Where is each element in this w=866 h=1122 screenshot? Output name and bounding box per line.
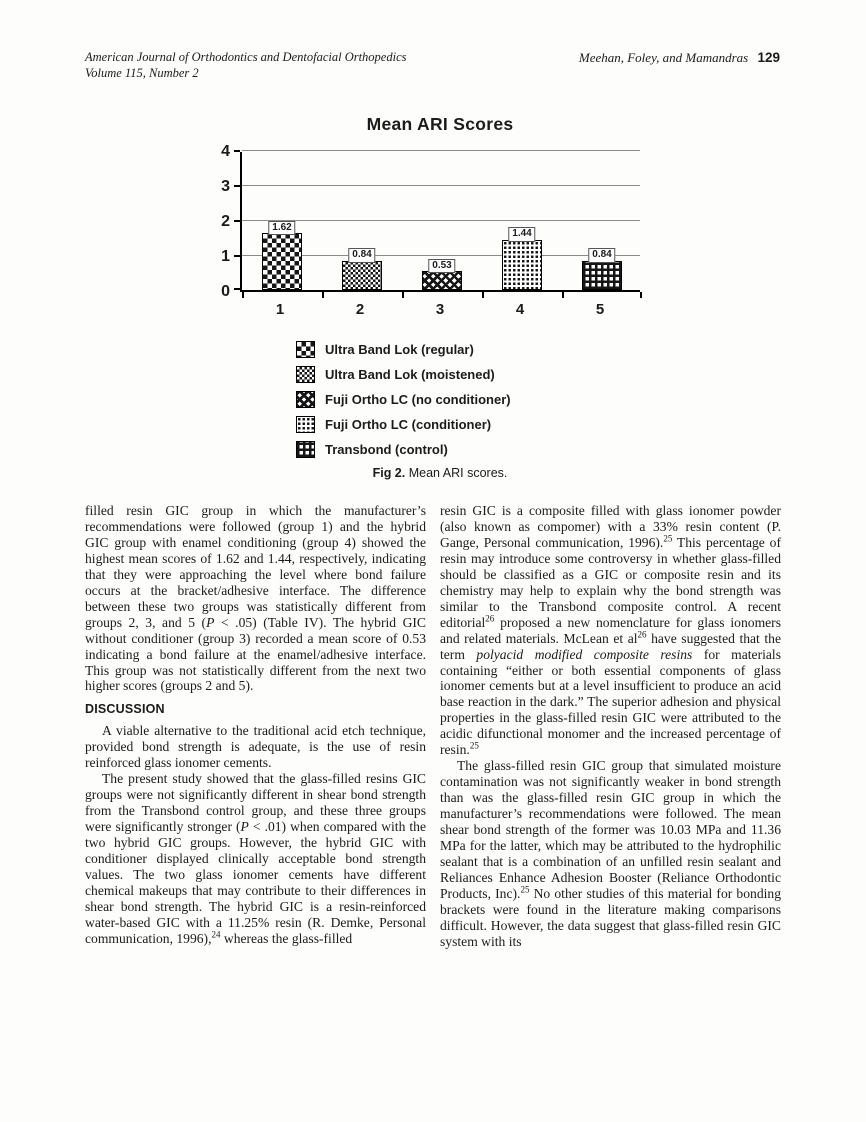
left-column bbox=[85, 503, 426, 950]
journal-header-left bbox=[85, 50, 407, 81]
legend-row bbox=[296, 390, 511, 409]
body-columns bbox=[85, 503, 781, 950]
x-tick-label: 4 bbox=[515, 301, 525, 318]
y-axis-labels bbox=[202, 143, 230, 300]
axis-tick bbox=[640, 292, 642, 298]
legend-label: Ultra Band Lok (regular) bbox=[325, 342, 474, 357]
y-tick-label: 2 bbox=[221, 213, 230, 230]
bar bbox=[422, 271, 462, 290]
legend-swatch bbox=[296, 416, 315, 433]
bar-value-label: 1.44 bbox=[508, 227, 535, 242]
bar-value-label: 0.53 bbox=[428, 259, 455, 274]
paragraph: A viable alternative to the traditional acid etch technique, provided bond strength is adequate, is the use of resin reinforced glass ionomer cements. bbox=[85, 723, 426, 771]
legend-label: Ultra Band Lok (moistened) bbox=[325, 367, 495, 382]
axis-tick bbox=[234, 150, 240, 152]
journal-header-right bbox=[579, 50, 780, 66]
bar bbox=[582, 261, 622, 290]
legend-row bbox=[296, 440, 511, 459]
chart-legend bbox=[296, 340, 511, 465]
figure-caption-label: Fig 2. bbox=[372, 466, 406, 480]
chart-plot bbox=[240, 152, 640, 292]
x-axis-labels bbox=[240, 301, 640, 321]
x-tick-label: 2 bbox=[355, 301, 365, 318]
bar-value-label: 1.62 bbox=[268, 221, 295, 236]
axis-tick bbox=[234, 220, 240, 222]
bar bbox=[262, 233, 302, 290]
x-tick-label: 5 bbox=[595, 301, 605, 318]
y-tick-label: 0 bbox=[221, 283, 230, 300]
legend-label: Fuji Ortho LC (no conditioner) bbox=[325, 392, 511, 407]
legend-row bbox=[296, 365, 511, 384]
legend-row bbox=[296, 340, 511, 359]
axis-tick bbox=[234, 255, 240, 257]
bar bbox=[502, 240, 542, 290]
axis-tick bbox=[322, 292, 324, 298]
legend-swatch bbox=[296, 391, 315, 408]
legend-label: Fuji Ortho LC (conditioner) bbox=[325, 417, 492, 432]
axis-tick bbox=[482, 292, 484, 298]
x-tick-label: 1 bbox=[275, 301, 285, 318]
gridline bbox=[242, 220, 640, 221]
journal-title: American Journal of Orthodontics and Dentofacial Orthopedics bbox=[85, 50, 407, 64]
paragraph: filled resin GIC group in which the manufacturer’s recommendations were followed (group 1) and the hybrid GIC group with enamel conditioning (group 4) showed the highest mean scores of 1.62 and 1.44, respectively, indicating that they were approaching the level where bond failure occurs at the bracket/adhesive interface. The difference between these two groups was statistically different from groups 2, 3, and 5 (P < .05) (Table IV). The hybrid GIC without conditioner (group 3) recorded a mean score of 0.53 indicating a bond failure at the enamel/adhesive interface. This group was not statistically different from the next two higher scores (groups 2 and 5). bbox=[85, 503, 427, 694]
y-tick-label: 1 bbox=[221, 248, 230, 265]
running-authors: Meehan, Foley, and Mamandras bbox=[578, 50, 749, 65]
page-number: 129 bbox=[757, 50, 780, 65]
paragraph: resin GIC is a composite filled with glass ionomer powder (also known as compomer) with a 33% resin content (P. Gange, Personal communication, 1996).$^{25}$ This percentage of resin may introduce some controversy in whether glass-filled should be classified as a GIC or composite resin and its chemistry may help to explain why the bond strength was similar to the Transbond composite control. A recent editorial$^{26}$ proposed a new nomenclature for glass ionomers and related materials. McLean et $al^{26}$ have suggested that the term polyacid modified composite resins for materials containing “either or both essential components of glass ionomer cements but at a level insufficient to produce an acid base reaction in the dark.” The superior adhesion and physical properties in the glass-filled resin GIC were attributed to the acidic difunctional monomer and the increased percentage of resin.$^{25}$ bbox=[440, 503, 781, 758]
axis-tick bbox=[234, 288, 240, 290]
legend-swatch bbox=[296, 441, 315, 458]
axis-tick bbox=[242, 292, 244, 298]
figure-caption-text: Mean ARI scores. bbox=[408, 466, 508, 480]
gridline bbox=[242, 185, 640, 186]
x-tick-label: 3 bbox=[435, 301, 445, 318]
right-column bbox=[440, 503, 781, 950]
legend-swatch bbox=[296, 366, 315, 383]
bar-value-label: 0.84 bbox=[348, 248, 375, 263]
legend-swatch bbox=[296, 341, 315, 358]
y-tick-label: 4 bbox=[221, 143, 230, 160]
chart-title: Mean ARI Scores bbox=[366, 114, 514, 134]
y-tick-label: 3 bbox=[221, 178, 230, 195]
figure-caption bbox=[240, 466, 640, 480]
legend-label: Transbond (control) bbox=[325, 442, 448, 457]
paragraph: The glass-filled resin GIC group that simulated moisture contamination was not significantly weaker in bond strength than was the glass-filled resin GIC group in which the manufacturer’s recommendations were followed. The mean shear bond strength of the former was 10.03 MPa and 11.36 MPa for the latter, which may be attributed to the hydrophilic sealant that is a combination of an unfilled resin sealant and Reliances Enhance Adhesion Booster (Reliance Orthodontic Products, Inc).$^{25}$ No other studies of this material for bonding brackets were found in the literature making comparisons difficult. However, the data suggest that glass-filled resin GIC system with its bbox=[440, 758, 781, 949]
bar-value-label: 0.84 bbox=[588, 248, 615, 263]
discussion-heading: DISCUSSION bbox=[85, 702, 165, 717]
gridline bbox=[242, 150, 640, 151]
legend-row bbox=[296, 415, 511, 434]
paragraph: The present study showed that the glass-filled resins GIC groups were not significantly different in shear bond strength from the Transbond control group, and these three groups were significantly stronger (P < .01) when compared with the two hybrid GIC groups. However, the hybrid GIC with conditioner displayed clinically acceptable bond strength values. The two glass ionomer cements have different chemical makeups that may contribute to their differences in shear bond strength. The hybrid GIC is a resin-reinforced water-based GIC with a 11.25% resin (R. Demke, Personal communication, 1996),$^{24}$ whereas the glass-filled bbox=[85, 771, 427, 946]
bar bbox=[342, 261, 382, 290]
axis-tick bbox=[234, 185, 240, 187]
axis-tick bbox=[402, 292, 404, 298]
journal-volume: Volume 115, Number 2 bbox=[85, 65, 199, 80]
axis-tick bbox=[562, 292, 564, 298]
